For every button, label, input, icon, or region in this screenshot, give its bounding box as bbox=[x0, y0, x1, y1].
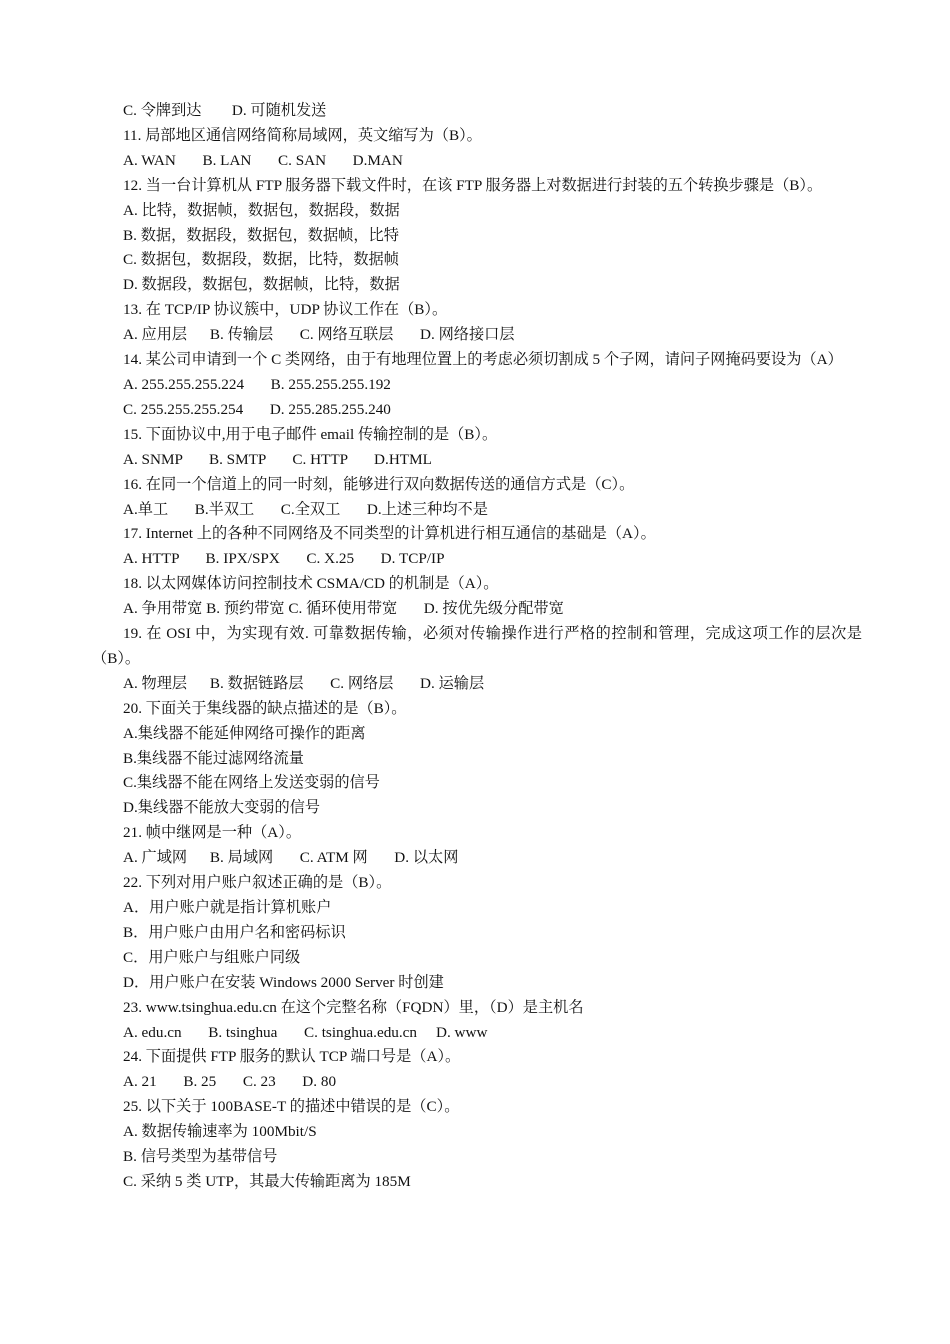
document-line: C. 采纳 5 类 UTP，其最大传输距离为 185M bbox=[123, 1172, 411, 1190]
document-line: 21. 帧中继网是一种（A）。 bbox=[123, 824, 302, 842]
document-line: C．用户账户与组账户同级 bbox=[123, 948, 301, 966]
document-line: A．用户账户就是指计算机账户 bbox=[123, 899, 332, 916]
document-line: 23. www.tsinghua.edu.cn 在这个完整名称（FQDN）里，（D）是主机名 bbox=[123, 998, 584, 1016]
document-line: C. 令牌到达 D. 可随机发送 bbox=[123, 102, 327, 119]
document-line: C. 数据包，数据段，数据，比特，数据帧 bbox=[123, 251, 399, 269]
document-line: A. edu.cn B. tsinghua C. tsinghua.edu.cn D. www bbox=[123, 1023, 488, 1041]
document-line: 20. 下面关于集线器的缺点描述的是（B）。 bbox=[123, 699, 407, 717]
document-line: A. HTTP B. IPX/SPX C. X.25 D. TCP/IP bbox=[123, 550, 445, 568]
document-line: A. 争用带宽 B. 预约带宽 C. 循环使用带宽 D. 按优先级分配带宽 bbox=[123, 600, 564, 618]
document-line: 18. 以太网媒体访问控制技术 CSMA/CD 的机制是（A）。 bbox=[123, 575, 499, 593]
document-line: A. 应用层 B. 传输层 C. 网络互联层 D. 网络接口层 bbox=[123, 326, 515, 344]
document-line: 15. 下面协议中,用于电子邮件 email 传输控制的是（B）。 bbox=[123, 425, 498, 443]
document-line: A. 数据传输速率为 100Mbit/S bbox=[123, 1123, 317, 1141]
document-line: A.集线器不能延伸网络可操作的距离 bbox=[123, 724, 366, 742]
document-line: 25. 以下关于 100BASE-T 的描述中错误的是（C）。 bbox=[123, 1098, 460, 1116]
document-line: A. SNMP B. SMTP C. HTTP D.HTML bbox=[123, 450, 432, 468]
document-line: 12. 当一台计算机从 FTP 服务器下载文件时，在该 FTP 服务器上对数据进行封装的五个转换步骤是（B）。 bbox=[123, 176, 823, 194]
document-line: A. 物理层 B. 数据链路层 C. 网络层 D. 运输层 bbox=[123, 674, 485, 692]
document-line: A. WAN B. LAN C. SAN D.MAN bbox=[123, 151, 403, 169]
document-line: A.单工 B.半双工 C.全双工 D.上述三种均不是 bbox=[123, 500, 488, 518]
document-line: 11. 局部地区通信网络简称局域网，英文缩写为（B）。 bbox=[123, 126, 482, 144]
document-line: 14. 某公司申请到一个 C 类网络，由于有地理位置上的考虑必须切割成 5 个子网，请问子网掩码要设为（A） bbox=[123, 351, 843, 369]
document-line: A. 21 B. 25 C. 23 D. 80 bbox=[123, 1073, 337, 1091]
document-line: D．用户账户在安装 Windows 2000 Server 时创建 bbox=[123, 973, 444, 991]
document-line: A. 比特，数据帧，数据包，数据段，数据 bbox=[123, 201, 400, 219]
document-line: 17. Internet 上的各种不同网络及不同类型的计算机进行相互通信的基础是（A）。 bbox=[123, 525, 656, 543]
document-line: C.集线器不能在网络上发送变弱的信号 bbox=[123, 774, 380, 792]
document-line: 13. 在 TCP/IP 协议簇中，UDP 协议工作在（B）。 bbox=[123, 301, 448, 319]
document-line: B. 信号类型为基带信号 bbox=[123, 1148, 278, 1166]
document-line: D. 数据段，数据包，数据帧，比特，数据 bbox=[123, 276, 400, 294]
document-line: B．用户账户由用户名和密码标识 bbox=[123, 923, 346, 941]
document-line: A. 255.255.255.224 B. 255.255.255.192 bbox=[123, 375, 391, 393]
document-line: B. 数据，数据段，数据包，数据帧，比特 bbox=[123, 226, 399, 244]
document-line: 22. 下列对用户账户叙述正确的是（B）。 bbox=[123, 874, 392, 892]
document-line: C. 255.255.255.254 D. 255.285.255.240 bbox=[123, 400, 391, 418]
document-line: 19. 在 OSI 中，为实现有效. 可靠数据传输，必须对传输操作进行严格的控制和管理，完成这项工作的层次是（B）。 bbox=[92, 625, 862, 667]
document-line: A. 广域网 B. 局域网 C. ATM 网 D. 以太网 bbox=[123, 849, 459, 867]
document-line: 16. 在同一个信道上的同一时刻，能够进行双向数据传送的通信方式是（C）。 bbox=[123, 475, 635, 493]
document-line: 24. 下面提供 FTP 服务的默认 TCP 端口号是（A）。 bbox=[123, 1048, 461, 1066]
document-line: B.集线器不能过滤网络流量 bbox=[123, 749, 304, 767]
document-line: D.集线器不能放大变弱的信号 bbox=[123, 799, 321, 817]
question-list bbox=[92, 99, 862, 1195]
